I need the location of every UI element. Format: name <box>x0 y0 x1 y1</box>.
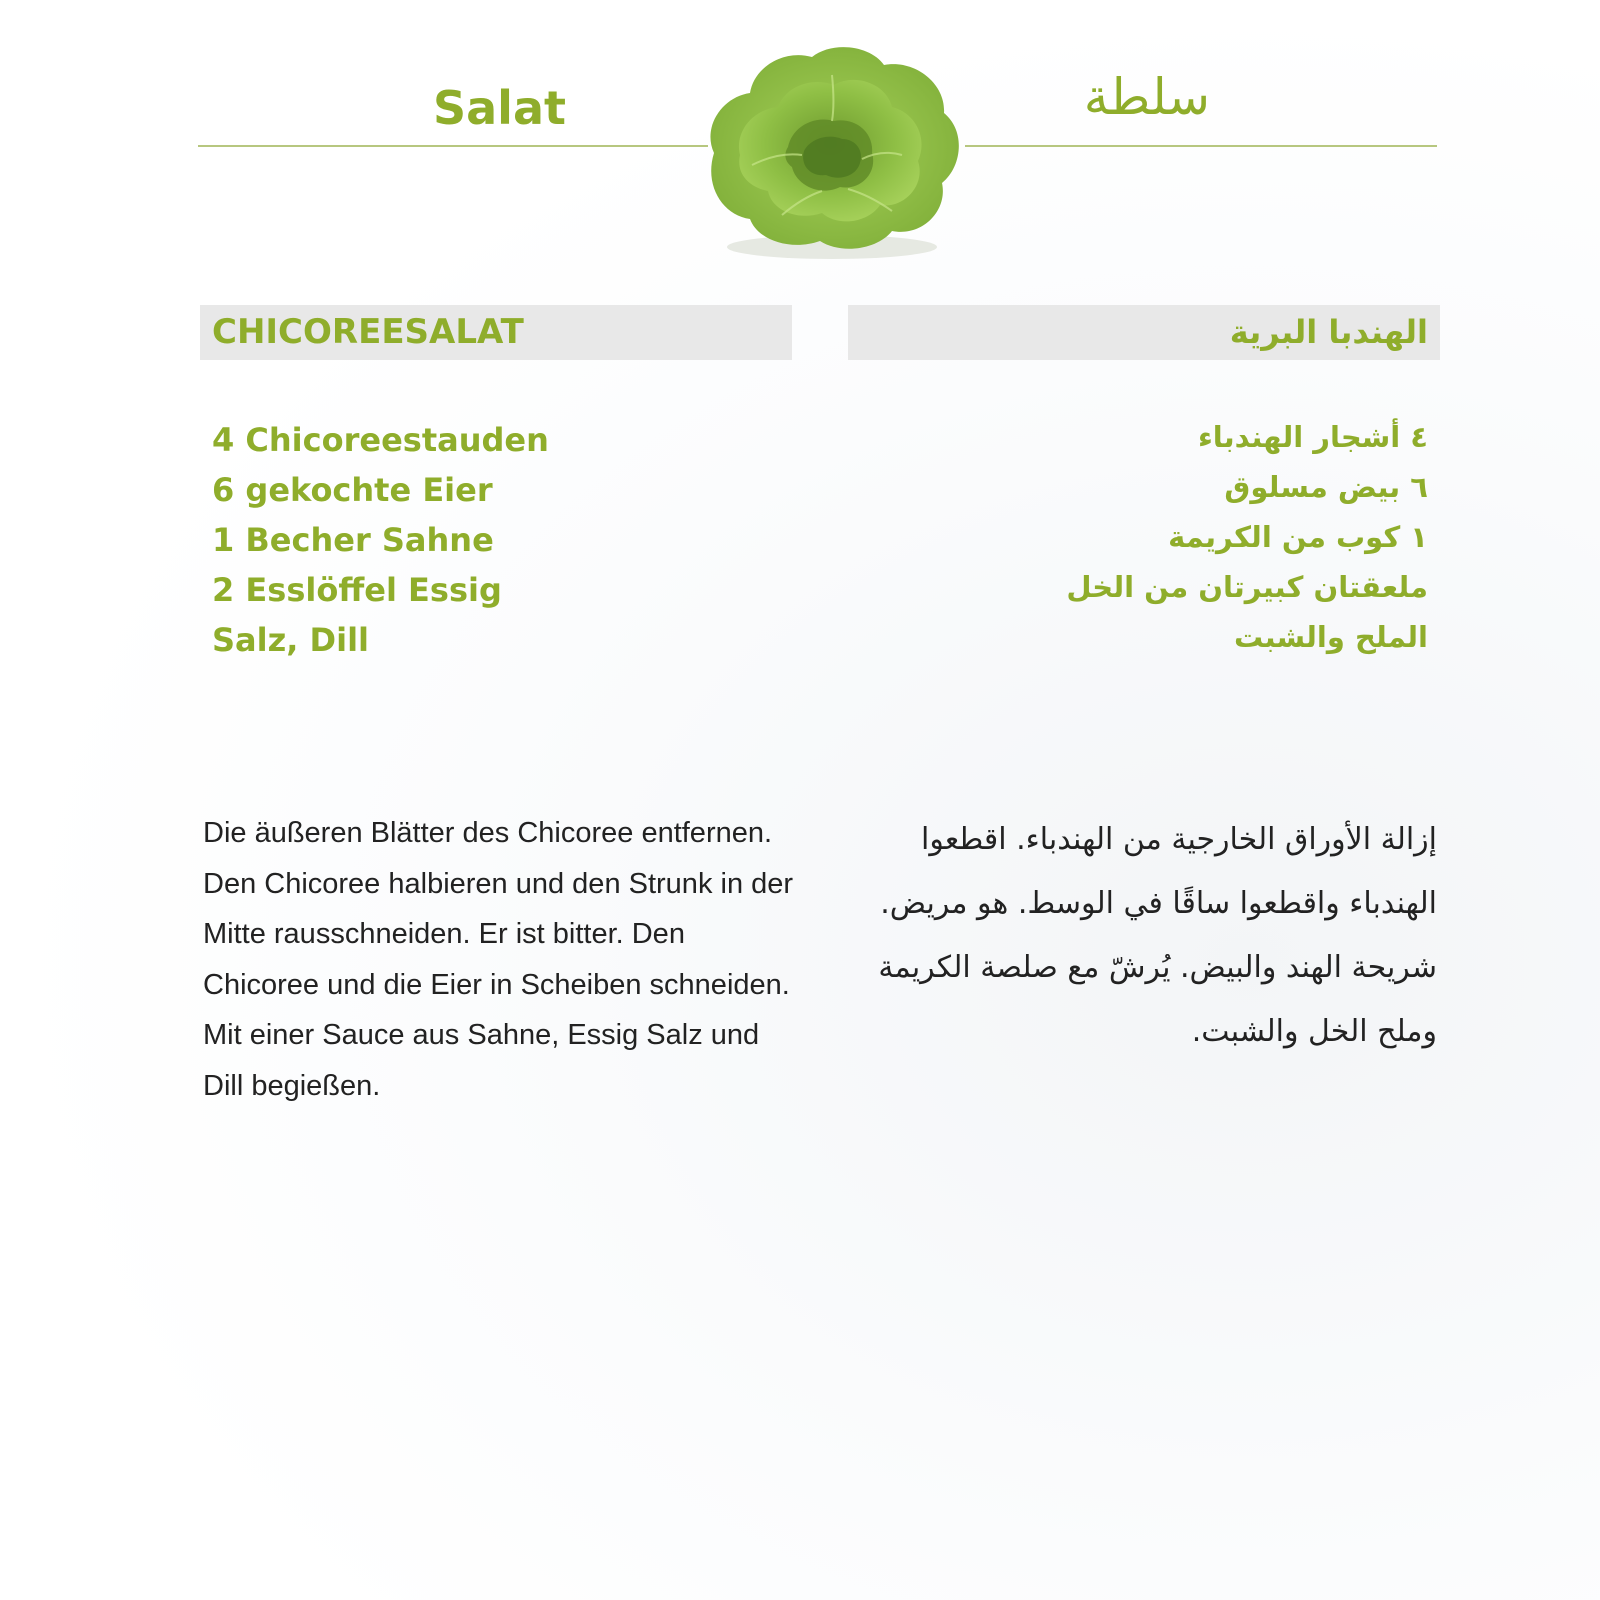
ingredient-item: 2 Esslöffel Essig <box>212 571 502 609</box>
header-divider-right <box>965 145 1437 147</box>
ingredient-item: Salz, Dill <box>212 621 369 659</box>
recipe-title-german: CHICOREESALAT <box>212 312 524 352</box>
section-title-german: Salat <box>433 81 566 135</box>
ingredient-item: ٦ بيض مسلوق <box>1224 470 1428 504</box>
ingredient-item: ٤ أشجار الهندباء <box>1197 420 1428 454</box>
instructions-arabic: إزالة الأوراق الخارجية من الهندباء. اقطعوا الهندباء واقطعوا ساقًا في الوسط. هو مريض. شريحة الهند والبيض. يُرشّ مع صلصة الكريمة وملح الخل والشبت. <box>878 822 1437 1049</box>
recipe-title-band-arabic <box>848 305 1440 360</box>
recipe-title-arabic: الهندبا البرية <box>1229 313 1428 351</box>
ingredient-item: ١ كوب من الكريمة <box>1168 520 1428 554</box>
ingredient-item: 4 Chicoreestauden <box>212 421 549 459</box>
ingredient-item: الملح والشبت <box>1233 620 1428 654</box>
ingredient-item: ملعقتان كبيرتان من الخل <box>1066 570 1428 604</box>
instructions-german: Die äußeren Blätter des Chicoree entfernen. Den Chicoree halbieren und den Strunk in der Mitte rausschneiden. Er ist bitter. Den Chicoree und die Eier in Scheiben schneiden. Mit einer Sauce aus Sahne, Essig Salz und Dill begießen. <box>203 817 794 1102</box>
header-divider-left <box>198 145 708 147</box>
lettuce-image <box>692 35 972 265</box>
ingredient-item: 1 Becher Sahne <box>212 521 494 559</box>
ingredient-item: 6 gekochte Eier <box>212 471 493 509</box>
ingredient-list-arabic <box>1000 412 1428 662</box>
section-title-arabic: سلطة <box>1083 68 1210 126</box>
recipe-title-band-german <box>200 305 792 360</box>
ingredient-list-german <box>212 415 549 665</box>
